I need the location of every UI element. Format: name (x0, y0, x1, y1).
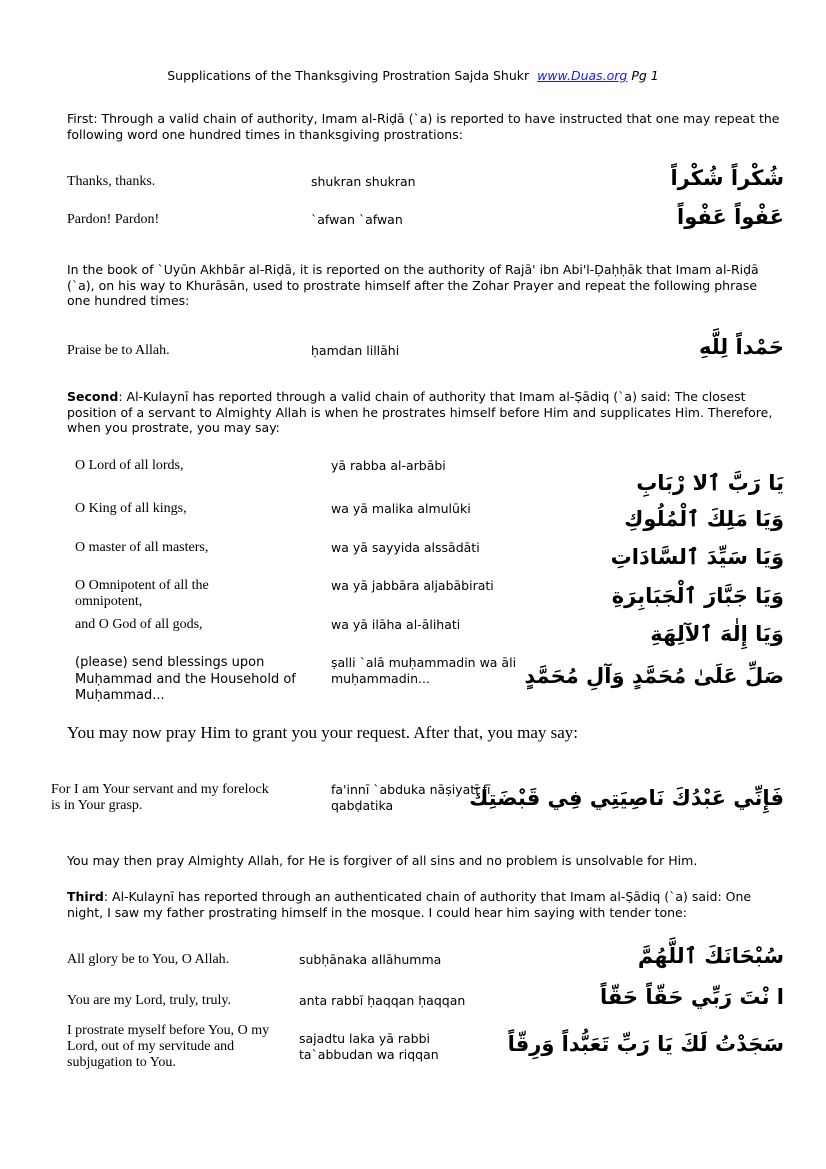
row-arabic: سُبْحَانَكَ ٱللَّهُمَّ (637, 944, 784, 968)
row-english: You are my Lord, truly, truly. (67, 993, 231, 1008)
uyun-paragraph: In the book of `Uyūn Akhbār al-Riḍā, it is reported on the authority of Rajā' ibn Abi'l-Ḍaḥḥāk that Imam al-Riḍā (`a), on his way to Khurāsān, used to prostrate himself after the Zohar Prayer and repeat the following phrase one hundred times: (67, 262, 759, 308)
first-intro: First: Through a valid chain of authority, Imam al-Riḍā (`a) is reported to have instructed that one may repeat the following word one hundred times in thanksgiving prostrations: (67, 111, 780, 142)
row-arabic: سَجَدْتُ لَكَ يَا رَبِّ تَعَبُّداً وَرِقّاً (507, 1032, 784, 1056)
row-english: O Omnipotent of all the omnipotent, (75, 578, 209, 609)
row-arabic: صَلِّ عَلَىٰ مُحَمَّدٍ وَآلِ مُحَمَّدٍ (524, 664, 784, 688)
page-header (0, 68, 826, 83)
row-english: Thanks, thanks. (67, 174, 156, 189)
row-translit: wa yā jabbāra aljabābirati (331, 578, 494, 593)
row-translit: wa yā sayyida alssādāti (331, 540, 480, 555)
third-intro-text: : Al-Kulaynī has reported through an authenticated chain of authority that Imam al-Ṣādiq (`a) said: One night, I saw my father prostrating himself in the mosque. I could hear him saying with tender tone: (67, 889, 752, 920)
first-intro-text: Through a valid chain of authority, Imam al-Riḍā (`a) is reported to have instructed that one may repeat the following word one hundred times in thanksgiving prostrations: (67, 111, 780, 142)
row-arabic: شُكْراً شُكْراً (670, 166, 784, 190)
row-translit: ḥamdan lillāhi (311, 343, 400, 358)
row-translit: ṣalli `alā muḥammadin wa āli muḥammadin... (331, 655, 517, 686)
row-arabic: حَمْداً لِلَّهِ (698, 335, 784, 359)
third-intro (67, 889, 782, 920)
row-english: O King of all kings, (75, 501, 187, 516)
row-translit: sajadtu laka yā rabbi ta`abbudan wa riqqan (299, 1031, 439, 1062)
row-translit: yā rabba al-arbābi (331, 458, 446, 473)
row-translit: `afwan `afwan (311, 212, 403, 227)
row-english: Praise be to Allah. (67, 343, 170, 358)
row-arabic: فَإِنِّي عَبْدُكَ نَاصِيَتِي فِي قَبْضَتِكَ (469, 786, 784, 810)
pray-line: You may now pray Him to grant you your request. After that, you may say: (67, 723, 579, 742)
row-arabic: وَيَا إِلٰهَ ٱلآلِهَةِ (650, 622, 784, 646)
site-link[interactable]: www.Duas.org (537, 68, 628, 83)
row-english: and O God of all gods, (75, 617, 203, 632)
second-label: Second (67, 389, 119, 404)
row-english: O Lord of all lords, (75, 458, 184, 473)
row-english: I prostrate myself before You, O my Lord, out of my servitude and subjugation to You. (67, 1023, 270, 1070)
row-translit: wa yā ilāha al-ālihati (331, 617, 461, 632)
row-english: (please) send blessings upon Muḥammad and the Household of Muḥammad... (75, 655, 296, 703)
first-label: First (67, 111, 94, 126)
row-translit: fa'innī `abduka nāṣiyatī fī qabḍatika (331, 782, 491, 813)
row-translit: wa yā malika almulūki (331, 501, 471, 516)
forgiver-line: You may then pray Almighty Allah, for He is forgiver of all sins and no problem is unsolvable for Him. (67, 853, 698, 868)
page-title: Supplications of the Thanksgiving Prostration Sajda Shukr (167, 68, 530, 83)
second-intro-text: : Al-Kulaynī has reported through a valid chain of authority that Imam al-Ṣādiq (`a) said: The closest position of a servant to Almighty Allah is when he prostrates himself before Him and supplicates Him. Therefore, when you prostrate, you may say: (67, 389, 773, 435)
page-number: Pg 1 (631, 68, 659, 83)
row-arabic: وَيَا مَلِكَ ٱلْمُلُوكِ (624, 507, 784, 531)
third-label: Third (67, 889, 104, 904)
row-translit: shukran shukran (311, 174, 416, 189)
row-translit: subḥānaka allāhumma (299, 952, 442, 967)
row-arabic: وَيَا جَبَّارَ ٱلْجَبَابِرَةِ (611, 584, 784, 608)
row-english: All glory be to You, O Allah. (67, 952, 230, 967)
second-intro (67, 389, 782, 436)
row-arabic: عَفْواً عَفْواً (677, 205, 784, 229)
row-english: For I am Your servant and my forelock is in Your grasp. (51, 782, 269, 813)
row-arabic: وَيَا سَيِّدَ ٱلسَّادَاتِ (610, 545, 784, 569)
row-english: O master of all masters, (75, 540, 209, 555)
row-english: Pardon! Pardon! (67, 212, 160, 227)
row-arabic: ا نْتَ رَبِّي حَقّاً حَقّاً (599, 985, 784, 1009)
row-arabic: يَا رَبَّ ٱلا رْبَابِ (636, 471, 784, 495)
row-translit: anta rabbī ḥaqqan ḥaqqan (299, 993, 466, 1008)
